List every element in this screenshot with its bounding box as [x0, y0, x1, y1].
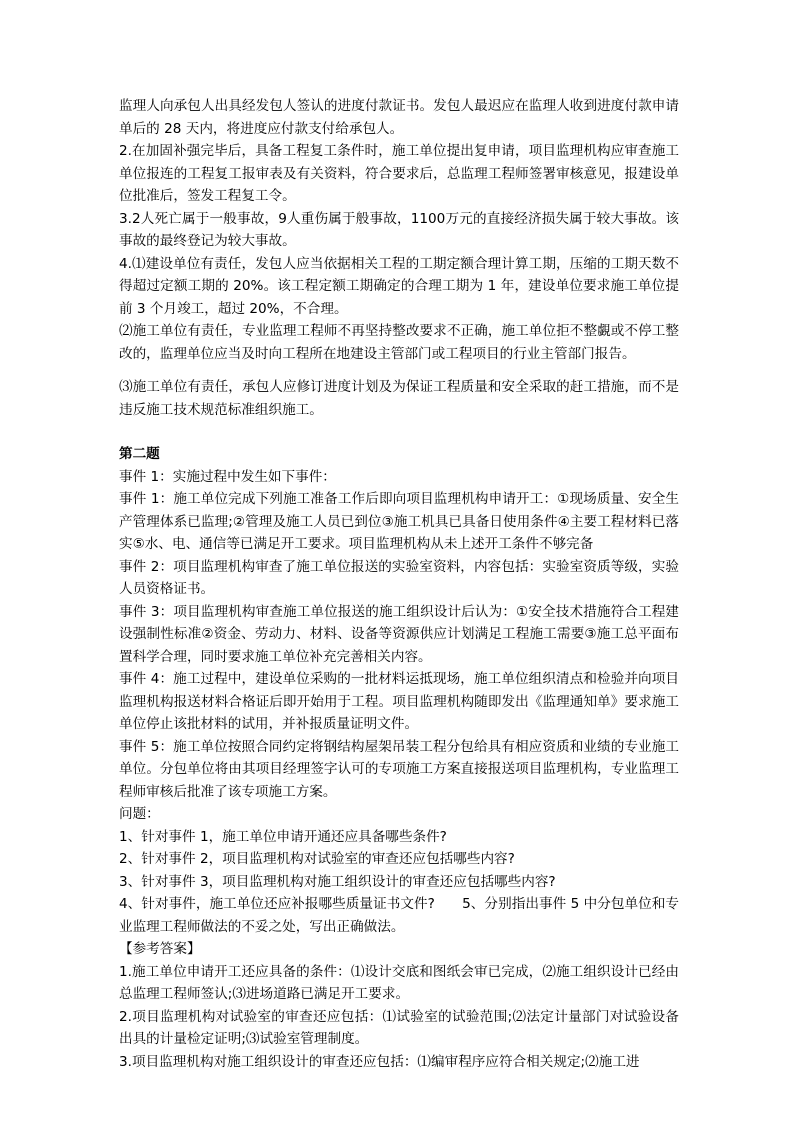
paragraph-answer-2: 2.在加固补强完毕后，具备工程复工条件时，施工单位提出复申请，项目监理机构应审查施工单位报连的工程复工报审表及有关资料，符合要求后，总监理工程师签署审核意见，报建设单位批准后，签发工程复工令。 — [119, 143, 679, 204]
section-heading: 第二题 — [119, 446, 160, 462]
paragraph-answer-4-2: ⑵施工单位有责任，专业监理工程师不再坚持整改要求不正确，施工单位拒不整覷或不停工整改的，监理单位应当及时向工程所在地建设主管部门或工程项目的行业主管部门报告。 — [119, 323, 679, 362]
answer-3: 3.项目监理机构对施工组织设计的审查还应包括：⑴编审程序应符合相关规定;⑵施工进 — [119, 1053, 640, 1070]
paragraph-answer-3: 3.2人死亡属于一般事故，9人重伤属于般事故，1100万元的直接经济损失属于较大事故。该事故的最终登记为较大事故。 — [119, 210, 679, 249]
paragraph-answer-4-1: 4.⑴建设单位有责任，发包人应当依据相关工程的工期定额合理计算工期，压缩的工期天数不得超过定额工期的 20%。该工程定额工期确定的合理工期为 1 年，建设单位要求施工单位提前 3 个月竣工，超过 20%，不合理。 — [119, 255, 679, 317]
paragraph-payment-certificate: 监理人向承包人出具经发包人签认的进度付款证书。发包人最迟应在监理人收到进度付款申请单后的 28 天内，将进度应付款支付给承包人。 — [119, 98, 679, 137]
question-1: 1、针对事件 1，施工单位申请开通还应具备哪些条件? — [119, 828, 447, 845]
answers-label: 【参考答案】 — [119, 941, 201, 957]
paragraph-event-1: 事件 1：施工单位完成下列施工准备工作后即向项目监理机构申请开工：①现场质量、安全生产管理体系已监理;②管理及施工人员已到位③施工机具已具备日使用条件④主要工程材料已落实⑤水、电、通信等已满足开工要求。项目监理机构从未上述开工条件不够完备 — [119, 491, 679, 552]
answer-2: 2.项目监理机构对试验室的审查还应包括：⑴试验室的试验范围;⑵法定计量部门对试验设备出具的计量检定证明;⑶试验室管理制度。 — [119, 1008, 679, 1047]
spacer — [119, 421, 679, 443]
questions-label: 问题： — [119, 806, 160, 822]
paragraph-event-5: 事件 5：施工单位按照合同约定将钢结构屋架吊装工程分包给具有相应资质和业绩的专业施工单位。分包单位将由其项目经理签字认可的专项施工方案直接报送项目监理机构，专业监理工程师审核后批准了该专项施工方案。 — [119, 738, 679, 800]
answer-1: 1.施工单位申请开工还应具备的条件：⑴设计交底和图纸会审已完成，⑵施工组织设计已经由总监理工程师签认;⑶进场道路已满足开工要求。 — [119, 963, 679, 1002]
paragraph-intro: 事件 1：实施过程中发生如下事件： — [119, 468, 336, 485]
paragraph-event-2: 事件 2：项目监理机构审查了施工单位报送的实验室资料，内容包括：实验室资质等级，实验人员资格证书。 — [119, 558, 679, 597]
paragraph-event-3: 事件 3：项目监理机构审查施工单位报送的施工组织设计后认为：①安全技术措施符合工程建设强制性标准②资金、劳动力、材料、设备等资源供应计划满足工程施工需要③施工总平面布置科学合理，同时要求施工单位补充完善相关内容。 — [119, 603, 679, 665]
question-2: 2、针对事件 2，项目监理机构对试验室的审查还应包括哪些内容? — [119, 851, 515, 867]
paragraph-event-4: 事件 4：施工过程中，建设单位采购的一批材料运抵现场，施工单位组织清点和检验并向项目监理机构报送材料合格证后即开始用于工程。项目监理机构随即发出《监理通知单》要求施工单位停止该批材料的试用，并补报质量证明文件。 — [119, 671, 679, 732]
question-4-5: 4、针对事件，施工单位还应补报哪些质量证书文件? 5、分别指出事件 5 中分包单位和专业监理工程师做法的不妥之处，写出正确做法。 — [119, 896, 679, 935]
paragraph-answer-4-3: ⑶施工单位有责任，承包人应修订进度计划及为保证工程质量和安全采取的赶工措施，而不是违反施工技术规范标准组织施工。 — [119, 379, 679, 418]
spacer — [119, 365, 679, 376]
document-page — [119, 95, 679, 1073]
question-3: 3、针对事件 3，项目监理机构对施工组织设计的审查还应包括哪些内容? — [119, 873, 556, 890]
